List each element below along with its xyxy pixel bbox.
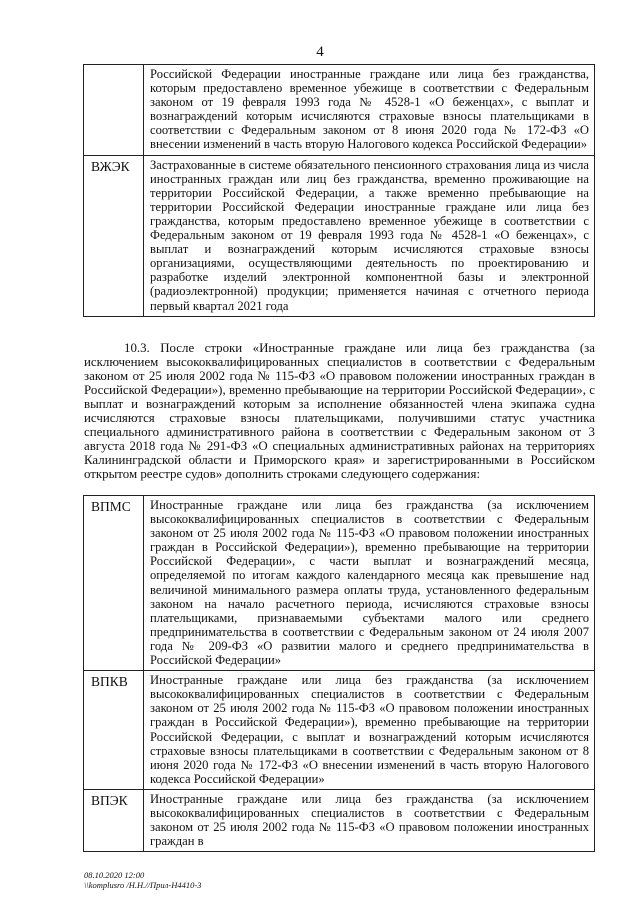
code-table-bottom: [83, 495, 595, 852]
row-description: Иностранные граждане или лица без гражданства (за исключением высококвалифицированных специалистов в соответствии с Федеральным законом от 25 июля 2002 года № 115-ФЗ «О правовом положении иностранных граждан в Российской Федерации»), временно пребывающие на территории Российской Федерации, с выплат и вознаграждений которым исчисляются страховые взносы плательщиками в соответствии с Федеральным законом от 8 июня 2020 года № 172-ФЗ «О внесении изменений в часть вторую Налогового кодекса Российской Федерации»: [144, 671, 595, 790]
page-number: 4: [316, 44, 324, 60]
row-code: ВЖЭК: [84, 155, 144, 316]
row-description: Иностранные граждане или лица без гражданства (за исключением высококвалифицированных специалистов в соответствии с Федеральным законом от 25 июля 2002 года № 115-ФЗ «О правовом положении иностранных граждан в Российской Федерации»), временно пребывающие на территории Российской Федерации», с части выплат и вознаграждений месяца, определяемой по итогам каждого календарного месяца как превышение над величиной минимального размера оплаты труда, установленного федеральным законом на начало расчетного периода, исчисляются страховые взносы плательщиками, признаваемыми субъектами малого или среднего предпринимательства в соответствии с Федеральным законом от 24 июля 2007 года № 209-ФЗ «О развитии малого и среднего предпринимательства в Российской Федерации»: [144, 496, 595, 671]
row-code: ВПЭК: [84, 789, 144, 851]
table-row: [84, 496, 595, 671]
row-code: ВПКВ: [84, 671, 144, 790]
row-description: Российской Федерации иностранные граждане или лица без гражданства, которым предоставлено временное убежище в соответствии с Федеральным законом от 19 февраля 1993 года № 4528-1 «О беженцах», с выплат и вознаграждений которым исчисляются страховые взносы плательщиками в соответствии с Федеральным законом от 8 июня 2020 года № 172-ФЗ «О внесении изменений в часть вторую Налогового кодекса Российской Федерации»: [144, 65, 595, 156]
footer-date: 08.10.2020 12:00: [84, 870, 145, 880]
code-table-top: [83, 64, 595, 317]
row-description: Застрахованные в системе обязательного пенсионного страхования лица из числа иностранных граждан или лиц без гражданства, временно проживающие на территории Российской Федерации, а также временно пребывающие на территории Российской Федерации иностранные граждане или лица без гражданства, которым предоставлено временное убежище в соответствии с Федеральным законом от 19 февраля 1993 года № 4528-1 «О беженцах», с выплат и вознаграждений которым исчисляются страховые взносы организациями, осуществляющими деятельность по проектированию и разработке изделий электронной компонентной базы и электронной (радиоэлектронной) продукции; применяется начиная с отчетного периода первый квартал 2021 года: [144, 155, 595, 316]
table-row: [84, 671, 595, 790]
row-code: [84, 65, 144, 156]
table-row: [84, 155, 595, 316]
amendment-paragraph: 10.3. После строки «Иностранные граждане или лица без гражданства (за исключением высококвалифицированных специалистов в соответствии с Федеральным законом от 25 июля 2002 года № 115-ФЗ «О правовом положении иностранных граждан в Российской Федерации»), временно пребывающие на территории Российской Федерации», с выплат и вознаграждений которым за исполнение обязанностей члена экипажа судна исчисляются страховые взносы плательщиками, получившими статус участника специального административного района в соответствии с Федеральным законом от 3 августа 2018 года № 291-ФЗ «О специальных административных районах на территориях Калининградской области и Приморского края» и зарегистрированными в Российском открытом реестре судов» дополнить строками следующего содержания:: [84, 341, 595, 482]
row-code: ВПМС: [84, 496, 144, 671]
table-row: [84, 789, 595, 851]
row-description: Иностранные граждане или лица без гражданства (за исключением высококвалифицированных специалистов в соответствии с Федеральным законом от 25 июля 2002 года № 115-ФЗ «О правовом положении иностранных граждан в: [144, 789, 595, 851]
table-row: [84, 65, 595, 156]
footer-path: \\komplusro /Н.Н.//Прил-Н4410-3: [84, 880, 202, 890]
document-footer: [84, 870, 201, 890]
